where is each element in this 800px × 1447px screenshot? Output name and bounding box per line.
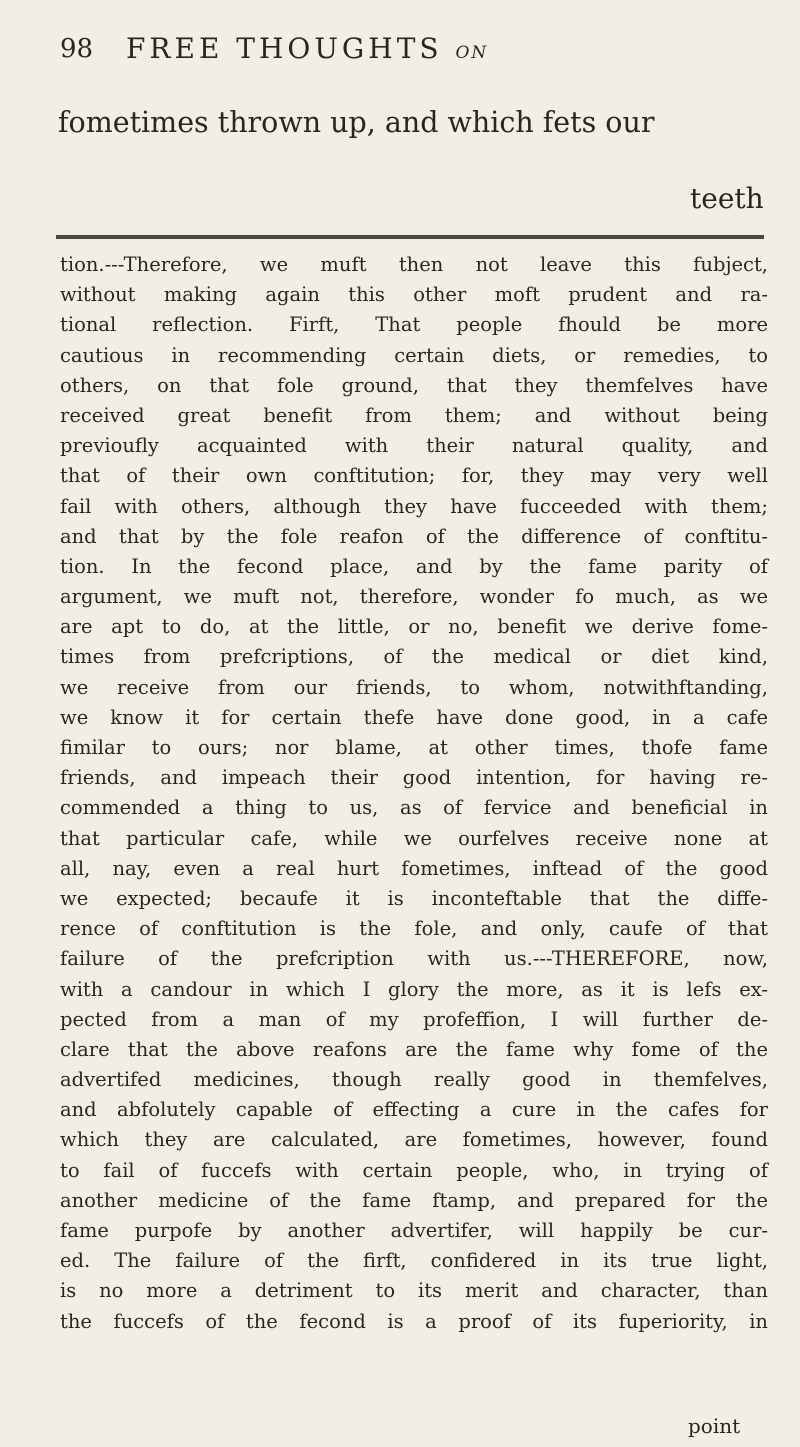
body-line: clare that the above reafons are the fame why fome of the [60, 1037, 768, 1061]
body-line: pected from a man of my profeffion, I will further de- [60, 1007, 768, 1031]
body-line: friends, and impeach their good intention, for having re- [60, 766, 768, 790]
page-header [60, 20, 760, 80]
body-line: tional reflection. Firft, That people fhould be more [60, 313, 768, 337]
body-line: that of their own conftitution; for, they may very well [60, 464, 768, 488]
body-line: tion. In the fecond place, and by the fame parity of [60, 554, 768, 578]
body-line: others, on that fole ground, that they themfelves have [60, 373, 768, 397]
running-title-main: FREE THOUGHTS [126, 32, 443, 65]
body-line: to fail of fuccefs with certain people, who, in trying of [60, 1158, 768, 1182]
body-line: rence of conftitution is the fole, and only, caufe of that [60, 917, 768, 941]
body-line: failure of the prefcription with us.---THEREFORE, now, [60, 947, 768, 971]
body-line: which they are calculated, are fometimes, however, found [60, 1128, 768, 1152]
body-line: with a candour in which I glory the more, as it is lefs ex- [60, 977, 768, 1001]
body-line: previoufly acquainted with their natural quality, and [60, 434, 768, 458]
body-line: the fuccefs of the fecond is a proof of its fuperiority, in [60, 1309, 768, 1333]
horizontal-rule [56, 235, 764, 239]
carryover-line: fometimes thrown up, and which fets our [58, 106, 655, 139]
body-line: tion.---Therefore, we muft then not leave this fubject, [60, 253, 768, 276]
body-line: commended a thing to us, as of fervice and beneficial in [60, 796, 768, 820]
body-line: all, nay, even a real hurt fometimes, inftead of the good [60, 856, 768, 880]
body-line: fame purpofe by another advertifer, will happily be cur- [60, 1219, 768, 1242]
body-line: advertifed medicines, though really good in themfelves, [60, 1068, 768, 1092]
running-title [126, 32, 488, 65]
body-line: that particular cafe, while we ourfelves receive none at [60, 826, 768, 850]
body-line: cautious in recommending certain diets, or remedies, to [60, 343, 768, 367]
body-line: times from prefcriptions, of the medical or diet kind, [60, 645, 768, 669]
body-line: received great benefit from them; and without being [60, 403, 768, 427]
bottom-catchword: point [688, 1414, 741, 1438]
body-line: and that by the fole reafon of the difference of conftitu- [60, 524, 768, 548]
body-line: ed. The failure of the firft, confidered in its true light, [60, 1249, 768, 1273]
body-line: argument, we muft not, therefore, wonder fo much, as we [60, 585, 768, 609]
body-line: without making again this other moft prudent and ra- [60, 283, 768, 307]
page-number: 98 [60, 34, 94, 64]
body-line: fimilar to ours; nor blame, at other times, thofe fame [60, 736, 768, 759]
carryover-text [58, 104, 758, 142]
body-text [60, 250, 768, 1337]
body-line: and abfolutely capable of effecting a cure in the cafes for [60, 1098, 768, 1122]
body-line: is no more a detriment to its merit and character, than [60, 1279, 768, 1303]
body-line: we receive from our friends, to whom, notwithftanding, [60, 675, 768, 699]
body-line: are apt to do, at the little, or no, benefit we derive fome- [60, 615, 768, 639]
body-line: fail with others, although they have fucceeded with them; [60, 494, 768, 518]
body-line: we know it for certain thefe have done good, in a cafe [60, 705, 768, 729]
body-line: another medicine of the fame ftamp, and prepared for the [60, 1188, 768, 1212]
running-title-suffix: ON [455, 43, 489, 63]
carryover-catchword: teeth [690, 182, 764, 215]
body-line: we expected; becaufe it is inconteftable that the diffe- [60, 886, 768, 910]
